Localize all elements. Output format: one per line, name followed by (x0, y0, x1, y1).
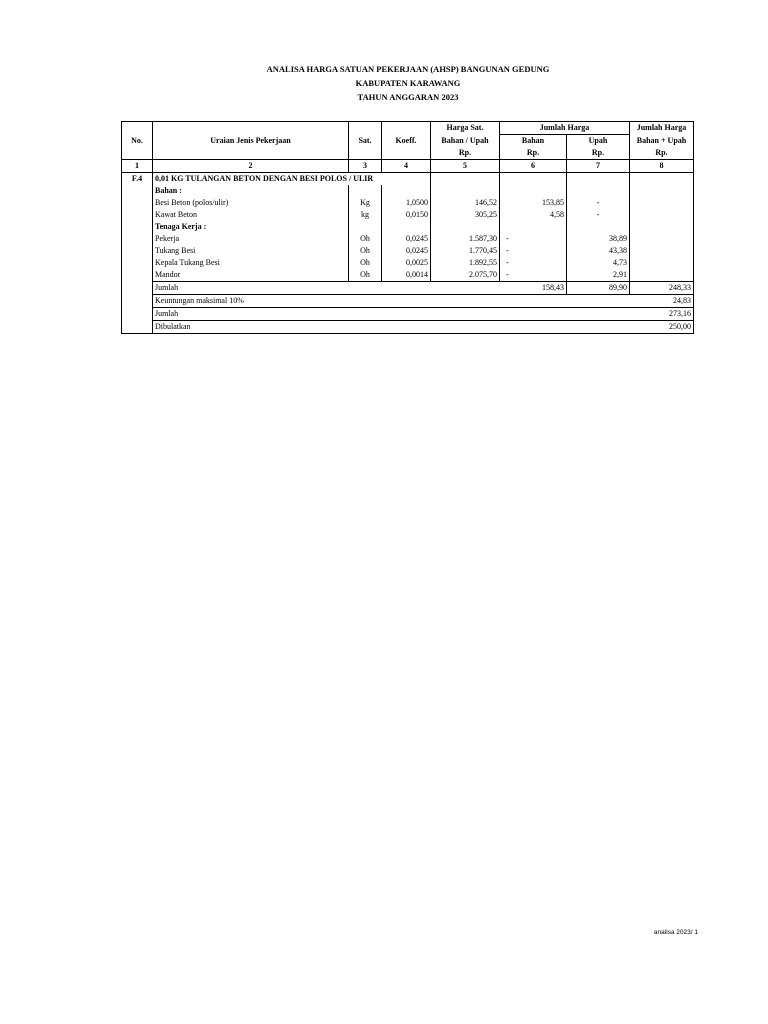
bahan-label-row (122, 185, 694, 197)
jumlah-upah: 89,90 (567, 282, 630, 295)
col-number: 2 (153, 160, 349, 173)
col-number: 3 (349, 160, 382, 173)
harga-cell: 1.892,55 (431, 257, 500, 269)
bahan-label: Bahan : (153, 185, 349, 197)
harga-cell: 1.770,45 (431, 245, 500, 257)
header-sat: Sat. (349, 122, 382, 160)
koef-cell: 0,0025 (382, 257, 431, 269)
header-uraian: Uraian Jenis Pekerjaan (153, 122, 349, 160)
bahan-cell: 4,58 (500, 209, 567, 221)
jumlah2-total: 273,16 (630, 308, 694, 321)
sat-cell: Kg (349, 197, 382, 209)
bahan-cell: - (500, 257, 567, 269)
item-number: F.4 (122, 173, 153, 186)
ahsp-table (121, 121, 694, 334)
header-upah-rp: Rp. (567, 147, 630, 160)
sat-cell: kg (349, 209, 382, 221)
sat-cell: Oh (349, 233, 382, 245)
header-harga-sat-1: Harga Sat. (431, 122, 500, 135)
item-title-row (122, 173, 694, 186)
upah-cell: 43,38 (567, 245, 630, 257)
keuntungan-label: Keuntungan maksimal 10% (153, 295, 630, 308)
harga-cell: 2.075,70 (431, 269, 500, 282)
column-number-row (122, 160, 694, 173)
table-row (122, 269, 694, 282)
uraian-cell: Kawat Beton (153, 209, 349, 221)
page-footer: analisa 2023/ 1 (653, 929, 698, 936)
jumlah-row (122, 282, 694, 295)
jumlah-label: Jumlah (153, 282, 500, 295)
title-line-1: ANALISA HARGA SATUAN PEKERJAAN (AHSP) BANGUNAN GEDUNG (266, 64, 550, 74)
header-jumlah-total-1: Jumlah Harga (630, 122, 694, 135)
upah-cell: - (567, 197, 630, 209)
header-jumlah-harga: Jumlah Harga (500, 122, 630, 135)
table-row (122, 233, 694, 245)
keuntungan-row (122, 295, 694, 308)
bahan-cell: - (500, 269, 567, 282)
uraian-cell: Pekerja (153, 233, 349, 245)
keuntungan-total: 24,83 (630, 295, 694, 308)
dibulatkan-total: 250,00 (630, 321, 694, 334)
col-number: 1 (122, 160, 153, 173)
sat-cell: Oh (349, 269, 382, 282)
header-upah: Upah (567, 135, 630, 148)
sat-cell: Oh (349, 245, 382, 257)
upah-cell: 38,89 (567, 233, 630, 245)
item-title: 0,01 KG TULANGAN BETON DENGAN BESI POLOS / ULIR (153, 173, 431, 186)
header-jumlah-total-2: Bahan + Upah (630, 135, 694, 148)
bahan-cell: - (500, 233, 567, 245)
harga-cell: 305,25 (431, 209, 500, 221)
table-row (122, 209, 694, 221)
header-row-1 (122, 122, 694, 135)
tenaga-label-row (122, 221, 694, 233)
table-row (122, 257, 694, 269)
uraian-cell: Mandor (153, 269, 349, 282)
tenaga-label: Tenaga Kerja : (153, 221, 349, 233)
header-bahan: Bahan (500, 135, 567, 148)
sat-cell: Oh (349, 257, 382, 269)
document-title-block (0, 62, 768, 104)
header-koef: Koeff. (382, 122, 431, 160)
upah-cell: 2,91 (567, 269, 630, 282)
header-bahan-rp: Rp. (500, 147, 567, 160)
harga-cell: 1.587,30 (431, 233, 500, 245)
uraian-cell: Tukang Besi (153, 245, 349, 257)
header-harga-sat-2: Bahan / Upah (431, 135, 500, 148)
harga-cell: 146,52 (431, 197, 500, 209)
upah-cell: - (567, 209, 630, 221)
uraian-cell: Besi Beton (polos/ulir) (153, 197, 349, 209)
koef-cell: 0,0150 (382, 209, 431, 221)
table-row (122, 197, 694, 209)
col-number: 5 (431, 160, 500, 173)
bahan-cell: 153,85 (500, 197, 567, 209)
col-number: 8 (630, 160, 694, 173)
header-jumlah-total-3: Rp. (630, 147, 694, 160)
header-no: No. (122, 122, 153, 160)
col-number: 6 (500, 160, 567, 173)
dibulatkan-row (122, 321, 694, 334)
uraian-cell: Kepala Tukang Besi (153, 257, 349, 269)
jumlah-total: 248,33 (630, 282, 694, 295)
koef-cell: 0,0245 (382, 233, 431, 245)
jumlah2-row (122, 308, 694, 321)
title-line-3: TAHUN ANGGARAN 2023 (357, 92, 459, 102)
col-number: 4 (382, 160, 431, 173)
koef-cell: 0,0245 (382, 245, 431, 257)
jumlah-bahan: 158,43 (500, 282, 567, 295)
koef-cell: 1,0500 (382, 197, 431, 209)
koef-cell: 0,0014 (382, 269, 431, 282)
col-number: 7 (567, 160, 630, 173)
table-row (122, 245, 694, 257)
header-harga-sat-3: Rp. (431, 147, 500, 160)
jumlah2-label: Jumlah (153, 308, 630, 321)
dibulatkan-label: Dibulatkan (153, 321, 630, 334)
upah-cell: 4,73 (567, 257, 630, 269)
title-line-2: KABUPATEN KARAWANG (355, 78, 461, 88)
bahan-cell: - (500, 245, 567, 257)
